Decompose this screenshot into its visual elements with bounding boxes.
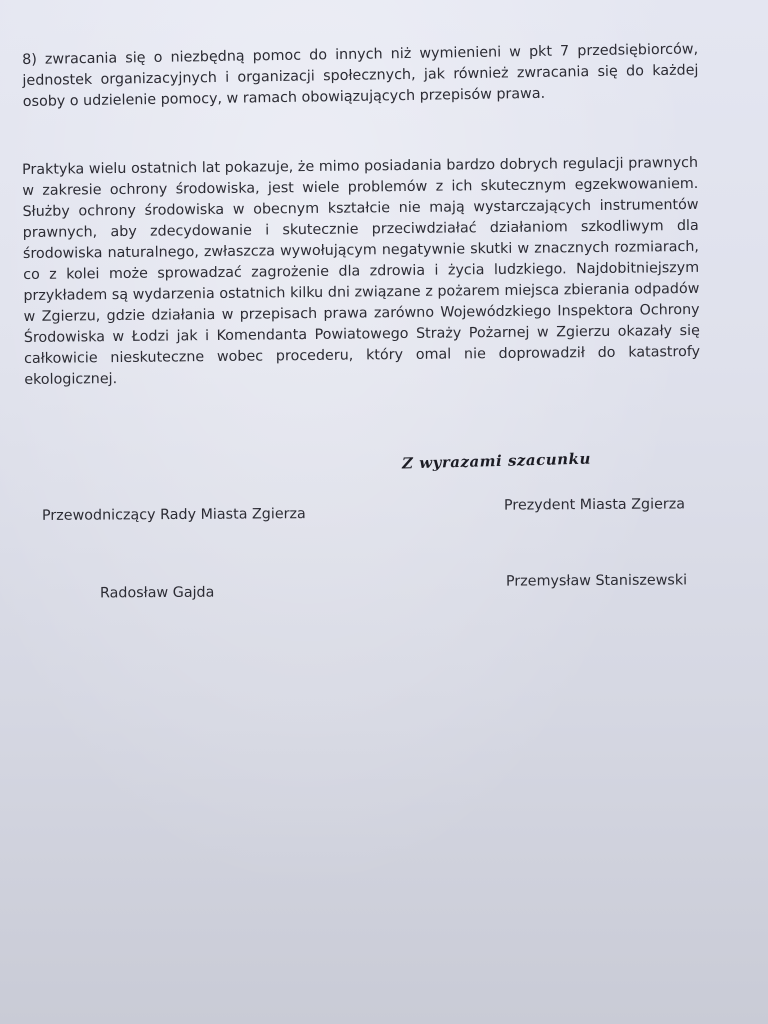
- mayor-title: Prezydent Miasta Zgierza: [503, 496, 686, 514]
- council-chairman-name: Radosław Gajda: [99, 584, 215, 602]
- body-paragraph: Praktyka wielu ostatnich lat pokazuje, że mimo posiadania bardzo dobrych regulacji prawnych w zakresie ochrony środowiska, jest wiele problemów z ich skutecznym egzekwowaniem. Służby ochrony środowiska w obecnym kształcie nie mają wystarczających instrumentów prawnych, aby zdecydowanie i skutecznie przeciwdziałać działaniom szkodliwym dla środowiska naturalnego, zwłaszcza wywołującym negatywnie skutki w znacznych rozmiarach, co z kolei może sprowadzać zagrożenie dla zdrowia i życia ludzkiego. Najdobitniejszym przykładem są wydarzenia ostatnich kilku dni związane z pożarem miejsca zbierania odpadów w Zgierzu, gdzie działania w przepisach prawa zarówno Wojewódzkiego Inspektora Ochrony Środowiska w Łodzi jak i Komendanta Powiatowego Straży Pożarnej w Zgierzu okazały się całkowicie nieskuteczne wobec procederu, który omal nie doprowadził do katastrofy ekologicznej.: [22, 154, 701, 388]
- closing-phrase: Z wyrazami szacunku: [401, 449, 592, 473]
- council-chairman-title: Przewodniczący Rady Miasta Zgierza: [41, 506, 306, 524]
- item-8-paragraph: 8) zwracania się o niezbędną pomoc do innych niż wymienieni w pkt 7 przedsiębiorców, jednostek organizacyjnych i organizacji społecznych, jak również zwracania się do każdej osoby o udzielenie pomocy, w ramach obowiązujących przepisów prawa.: [22, 41, 699, 110]
- mayor-name: Przemysław Staniszewski: [505, 572, 688, 590]
